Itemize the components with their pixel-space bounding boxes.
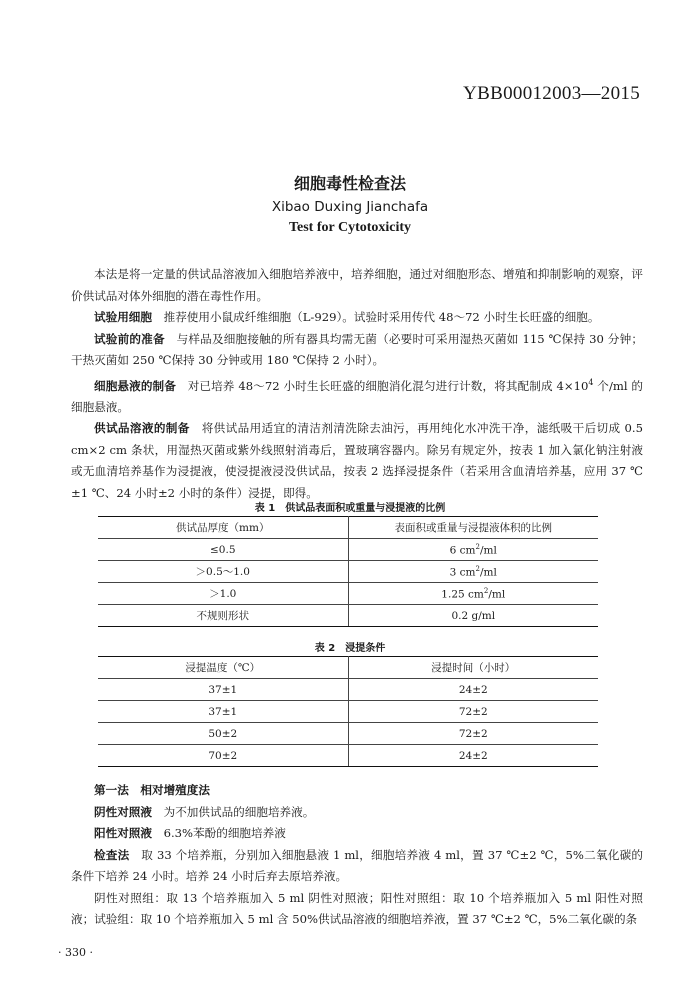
table1-cell-thickness: ＞1.0 [98,583,348,605]
table2 [98,656,598,767]
table2-cell-temperature: 37±1 [98,701,348,723]
ratio-unit: /ml [479,544,497,557]
paragraph-cell-suspension [71,372,643,419]
text-cell-suspension-b: 个/ml 的细胞悬液。 [71,378,643,414]
paragraph-positive-control [71,823,643,845]
table1-header-thickness: 供试品厚度（mm） [98,517,348,539]
text-positive-control: 6.3%苯酚的细胞培养液 [163,826,286,840]
term-preparation: 试验前的准备 [94,331,165,346]
table-row [98,701,598,723]
text-cell-suspension-a: 对已培养 48～72 小时生长旺盛的细胞消化混匀进行计数，将其配制成 4×10 [187,378,589,393]
paragraph-procedure [71,845,643,888]
table1-header-ratio: 表面积或重量与浸提液体积的比例 [348,517,598,539]
method-heading: 第一法 相对增殖度法 [94,783,210,797]
ratio-superscript: 2 [475,542,480,551]
table-row [98,539,598,561]
ratio-unit: /ml [488,588,506,601]
table1 [98,516,598,627]
table2-header-temperature: 浸提温度（℃） [98,657,348,679]
title-pinyin: Xibao Duxing Jianchafa [271,199,429,215]
ratio-superscript: 2 [475,564,480,573]
table-row [98,745,598,767]
term-procedure: 检查法 [94,847,130,862]
intro-section [71,264,643,504]
table-row [98,561,598,583]
ratio-value: 0.2 g/ml [451,609,496,622]
paragraph-groups: 阴性对照组：取 13 个培养瓶加入 5 ml 阴性对照液；阳性对照组：取 10 个培养瓶加入 5 ml 阳性对照液；试验组：取 10 个培养瓶加入 5 ml 含 50%供试品溶液的细胞培养液，置 37 ℃±2 ℃，5%二氧化碳的条 [71,890,643,926]
ratio-value: 1.25 cm [441,588,484,601]
table1-cell-thickness: ＞0.5～1.0 [98,561,348,583]
table1-cell-ratio [348,539,598,561]
page-number: · 330 · [58,946,93,959]
table2-cell-time: 72±2 [348,723,598,745]
ratio-unit: /ml [479,566,497,579]
paragraph-test-cells [71,307,643,329]
table2-header-time: 浸提时间（小时） [348,657,598,679]
table1-cell-ratio [348,605,598,627]
text-negative-control: 为不加供试品的细胞培养液。 [163,804,315,819]
term-positive-control: 阳性对照液 [94,826,152,840]
title-chinese: 细胞毒性检查法 [293,174,406,193]
table1-cell-thickness: 不规则形状 [98,605,348,627]
term-test-cells: 试验用细胞 [94,310,152,324]
table2-cell-time: 72±2 [348,701,598,723]
title-english: Test for Cytotoxicity [288,220,412,235]
table2-cell-temperature: 50±2 [98,723,348,745]
table2-header-row [98,657,598,679]
ratio-value: 6 cm [449,544,476,557]
table-row [98,605,598,627]
text-sample-solution: 将供试品用适宜的清洁剂清洗除去油污，再用纯化水冲洗干净，滤纸吸干后切成 0.5 cm×2 cm 条状，用湿热灭菌或紫外线照射消毒后，置玻璃容器内。除另有规定外，按表 1 加入氯化钠注射液或无血清培养基作为浸提液，使浸提液浸没供试品，按表 2 选择浸提条件（若采用含血清培养基，应用 37 ℃±1 ℃、24 小时±2 小时的条件）浸提，即得。 [71,421,643,500]
table2-caption: 表 2 浸提条件 [314,643,386,654]
table1-cell-thickness: ≤0.5 [98,539,348,561]
table2-cell-time: 24±2 [348,679,598,701]
table-row [98,723,598,745]
text-preparation: 与样品及细胞接触的所有器具均需无菌（必要时可采用湿热灭菌如 115 ℃保持 30 分钟；干热灭菌如 250 ℃保持 30 分钟或用 180 ℃保持 2 小时）。 [71,331,643,367]
term-cell-suspension: 细胞悬液的制备 [94,378,176,393]
table1-caption: 表 1 供试品表面积或重量与浸提液的比例 [254,503,446,514]
ratio-value: 3 cm [449,566,476,579]
superscript-exponent: 4 [588,377,594,387]
document-code: YBB00012003—2015 [463,83,640,104]
intro-paragraph: 本法是将一定量的供试品溶液加入细胞培养液中，培养细胞，通过对细胞形态、增殖和抑制影响的观察，评价供试品对体外细胞的潜在毒性作用。 [71,267,643,303]
table2-cell-temperature: 70±2 [98,745,348,767]
text-test-cells: 推荐使用小鼠成纤维细胞（L-929）。试验时采用传代 48～72 小时生长旺盛的细胞。 [163,310,600,324]
term-negative-control: 阴性对照液 [94,804,152,819]
table2-cell-time: 24±2 [348,745,598,767]
method-section [71,780,643,931]
ratio-superscript: 2 [483,586,489,595]
table1-cell-ratio [348,583,598,605]
table1-header-row [98,517,598,539]
paragraph-sample-solution [71,418,643,504]
term-sample-solution: 供试品溶液的制备 [94,421,190,436]
text-procedure: 取 33 个培养瓶，分别加入细胞悬液 1 ml，细胞培养液 4 ml，置 37 ℃±2 ℃，5%二氧化碳的条件下培养 24 小时。培养 24 小时后弃去原培养液。 [71,847,643,883]
paragraph-preparation [71,329,643,372]
paragraph-negative-control [71,802,643,824]
table-row [98,583,598,605]
table-row [98,679,598,701]
table2-cell-temperature: 37±1 [98,679,348,701]
table1-cell-ratio [348,561,598,583]
